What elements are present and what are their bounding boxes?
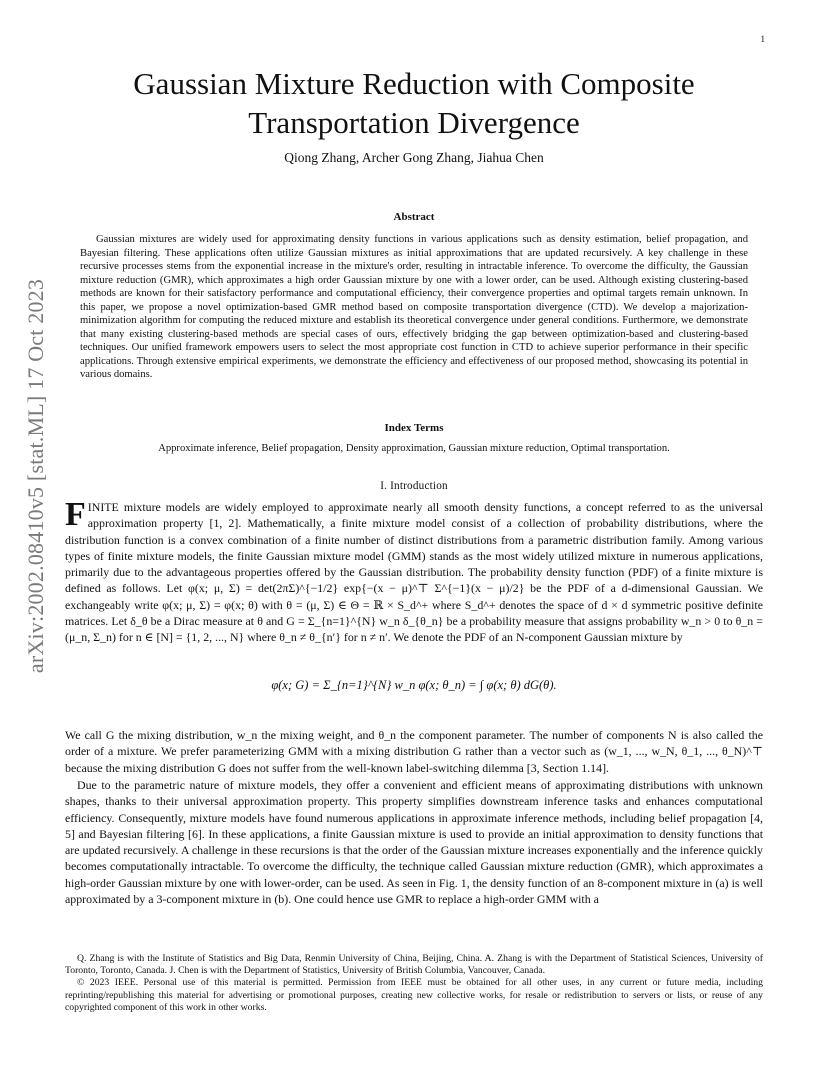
mixture-pdf-equation: φ(x; G) = Σ_{n=1}^{N} w_n φ(x; θ_n) = ∫ φ(x; θ) dG(θ).	[271, 678, 557, 692]
abstract-text: Gaussian mixtures are widely used for approximating density functions in various applications such as density estimation, belief propagation, and Bayesian filtering. These applications often utilize Gaussian mixtures as initial approximations that are updated recursively. A key challenge in these recursive processes stems from the exponential increase in the mixture's order, resulting in intractable inference. To overcome the difficulty, the Gaussian mixture reduction (GMR), which approximates a high order Gaussian mixture by one with a lower order, can be used. Although existing clustering-based methods are known for their satisfactory performance and computational efficiency, their convergence properties and optimal targets remain unknown. In this paper, we propose a novel optimization-based GMR method based on composite transportation divergence (CTD). We develop a majorization-minimization algorithm for computing the reduced mixture and establish its theoretical convergence under general conditions. Furthermore, we demonstrate that many existing clustering-based methods are special cases of ours, effectively bridging the gap between optimization-based and clustering-based techniques. Our unified framework empowers users to select the most appropriate cost function in CTD to achieve superior performance in their specific applications. Through extensive empirical experiments, we demonstrate the efficiency and effectiveness of our proposed method, showcasing its potential in various domains.	[80, 234, 748, 380]
arxiv-identifier: arXiv:2002.08410v5 [stat.ML] 17 Oct 2023	[23, 278, 48, 673]
author-list: Qiong Zhang, Archer Gong Zhang, Jiahua Chen	[284, 150, 544, 165]
paper-title: Gaussian Mixture Reduction with Composite Transportation Divergence	[133, 66, 695, 140]
footnotes	[65, 953, 763, 1014]
section-heading: I. Introduction	[380, 480, 448, 492]
page-number: 1	[760, 34, 765, 44]
arxiv-sidebar-stamp	[19, 278, 53, 673]
index-terms: Approximate inference, Belief propagation, Density approximation, Gaussian mixture reduction, Optimal transportation.	[158, 443, 670, 454]
drop-cap: F	[65, 496, 86, 533]
intro-paragraph-3-text: Due to the parametric nature of mixture models, they offer a convenient and efficient means of approximating distributions with unknown shapes, thanks to their universal approximation property. This property simplifies downstream inference tasks and enhances computational efficiency. Consequently, mixture models have found numerous applications in approximate inference methods, including belief propagation [4, 5] and Bayesian filtering [6]. In these applications, a finite Gaussian mixture is used to provide an initial approximation to density functions that are updated recursively. A challenge in these recursions is that the order of the Gaussian mixture increases exponentially and the inference quickly becomes computationally intractable. To overcome the difficulty, the technique called Gaussian mixture reduction (GMR), which approximates a high-order Gaussian mixture by one with lower-order, can be used. As seen in Fig. 1, the density function of an 8-component mixture in (a) is well approximated by a 3-component mixture in (b). One could hence use GMR to replace a high-order GMM with a	[65, 778, 763, 907]
intro-paragraph-1-text: INITE mixture models are widely employed to approximate nearly all smooth density functions, a concept referred to as the universal approximation property [1, 2]. Mathematically, a finite mixture model consist of a collection of probability distributions, where the distribution function is a convex combination of a finite number of distinct distributions from a parametric distribution family. Among various types of finite mixture models, the finite Gaussian mixture model (GMM) stands as the most widely utilized mixture in numerous applications, primarily due to the advantageous properties offered by the Gaussian distribution. The probability density function (PDF) of a finite mixture is defined as follows. Let φ(x; μ, Σ) = det(2πΣ)^{−1/2} exp{−(x − μ)^⊤ Σ^{−1}(x − μ)/2} be the PDF of a d-dimensional Gaussian. We exchangeably write φ(x; μ, Σ) = φ(x; θ) with θ = (μ, Σ) ∈ Θ = ℝ × S_d^+ where S_d^+ denotes the space of d × d symmetric positive definite matrices. Let δ_θ be a Dirac measure at θ and G = Σ_{n=1}^{N} w_n δ_{θ_n} be a probability measure that assigns probability w_n > 0 to θ_n = (μ_n, Σ_n) for n ∈ [N] = {1, 2, ..., N} where θ_n ≠ θ_{n′} for n ≠ n′. We denote the PDF of an N-component Gaussian mixture by	[65, 500, 763, 645]
intro-paragraph-2-text: We call G the mixing distribution, w_n the mixing weight, and θ_n the component parameter. The number of components N is also called the order of a mixture. We prefer parameterizing GMM with a mixing distribution G rather than a vector such as (w_1, ..., w_N, θ_1, ..., θ_N)^⊤ because the mixing distribution G does not suffer from the well-known label-switching dilemma [3, Section 1.14].	[65, 728, 763, 775]
abstract-heading: Abstract	[393, 211, 435, 223]
copyright-footnote: © 2023 IEEE. Personal use of this material is permitted. Permission from IEEE must be obtained for all other uses, in any current or future media, including reprinting/republishing this material for advertising or promotional purposes, creating new collective works, for resale or redistribution to servers or lists, or reuse of any copyrighted component of this work in other works.	[65, 977, 763, 1013]
intro-paragraph-3	[65, 777, 763, 907]
intro-paragraph-1	[65, 496, 763, 646]
affiliation-footnote: Q. Zhang is with the Institute of Statistics and Big Data, Renmin University of China, Beijing, China. A. Zhang is with the Department of Statistical Sciences, University of Toronto, Toronto, Canada. J. Chen is with the Department of Statistics, University of British Columbia, Vancouver, Canada.	[65, 953, 763, 977]
index-terms-heading: Index Terms	[384, 422, 444, 434]
intro-paragraph-2	[65, 727, 763, 776]
